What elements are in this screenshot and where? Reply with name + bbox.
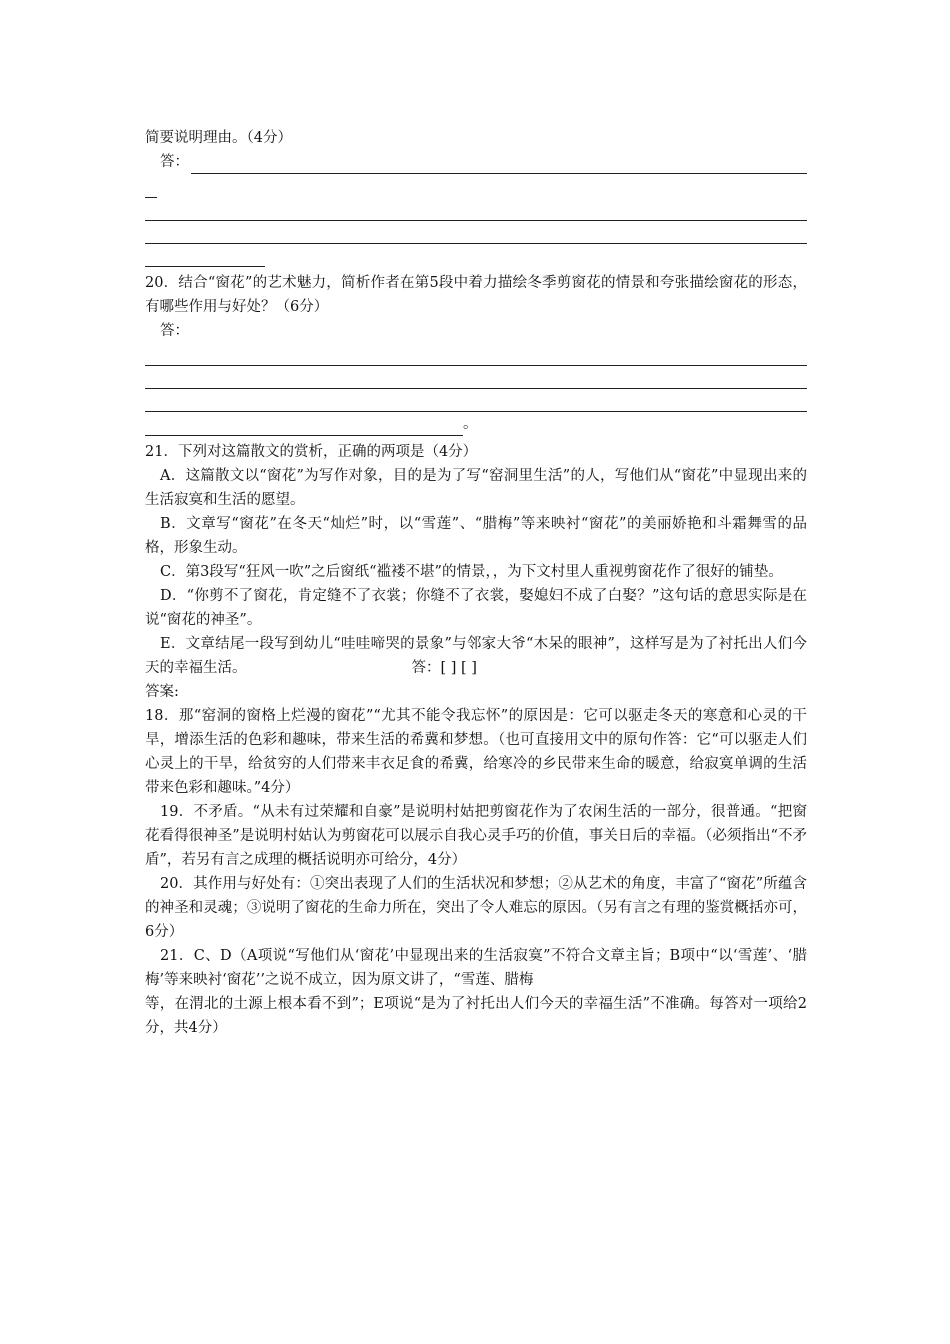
q19-dash <box>145 183 157 198</box>
q20-blank-line-3[interactable] <box>145 389 807 412</box>
q19-tail: 简要说明理由。（4分） <box>145 130 292 146</box>
q20-blank-line-1[interactable] <box>145 343 807 366</box>
q21-option-c: C．第3段写“狂风一吹”之后窗纸“褴褛不堪”的情景，，为下文村里人重视剪窗花作了很好的铺垫。 <box>160 564 783 580</box>
q21-option-d: D．“你剪不了窗花，肯定缝不了衣裳；你缝不了衣裳，娶媳妇不成了白娶？”这句话的意思实际是在说“窗花的神圣”。 <box>145 588 807 628</box>
answer-19: 19．不矛盾。“从未有过荣耀和自豪”是说明村姑把剪窗花作为了农闲生活的一部分，很普通。“把窗花看得很神圣”是说明村姑认为剪窗花可以展示自我心灵手巧的价值，事关日后的幸福。（必须指出“不矛盾”，若另有言之成理的概括说明亦可给分，4分） <box>145 804 807 868</box>
q20-blank-line-4[interactable] <box>145 417 463 436</box>
answer-21-part1: 21．C、D（A项说“写他们从‘窗花’中显现出来的生活寂寞”不符合文章主旨；B项中“以‘雪莲’、‘腊梅’等来映衬‘窗花’’之说不成立，因为原文讲了，“雪莲、腊梅 <box>145 948 807 988</box>
answer-21-part2: 等，在渭北的土源上根本看不到”；E项说“是为了衬托出人们今天的幸福生活”不准确。每答对一项给2分，共4分） <box>145 996 807 1036</box>
q19-blank-line-1[interactable] <box>145 198 807 221</box>
q19-answer-line[interactable] <box>145 150 807 174</box>
q20-answer-label: 答： <box>160 323 189 339</box>
q21-choice-answer[interactable]: 答：[ ] [ ] <box>411 660 477 676</box>
q20-question: 20．结合“窗花”的艺术魅力，简析作者在第5段中着力描绘冬季剪窗花的情景和夸张描绘窗花的形态，有哪些作用与好处？（6分） <box>145 275 807 315</box>
q19-answer-label: 答： <box>160 154 189 170</box>
q20-blank-line-2[interactable] <box>145 366 807 389</box>
q21-question: 21．下列对这篇散文的赏析，正确的两项是（4分） <box>145 444 478 460</box>
q19-blank-line-3[interactable] <box>145 244 265 267</box>
answer-20: 20．其作用与好处有：①突出表现了人们的生活状况和梦想；②从艺术的角度，丰富了“窗花”所蕴含的神圣和灵魂；③说明了窗花的生命力所在，突出了令人难忘的原因。（另有言之有理的鉴赏概括亦可，6分） <box>145 876 807 940</box>
q19-answer-continuation <box>145 174 807 198</box>
document-page <box>145 126 807 1040</box>
q20-end-mark: 。 <box>463 416 478 432</box>
q20-last-line <box>145 412 807 436</box>
q21-option-e-text: E．文章结尾一段写到幼儿“哇哇啼哭的景象”与邻家大爷“木呆的眼神”，这样写是为了衬托出人们今天的幸福生活。 <box>145 636 807 676</box>
q21-option-a: A．这篇散文以“窗花”为写作对象，目的是为了写“窑洞里生活”的人，写他们从“窗花”中显现出来的生活寂寞和生活的愿望。 <box>145 468 807 508</box>
q21-option-e <box>145 632 807 680</box>
answer-18: 18．那“窑洞的窗格上烂漫的窗花”“尤其不能令我忘怀”的原因是：它可以驱走冬天的寒意和心灵的干旱，增添生活的色彩和趣味，带来生活的希冀和梦想。（也可直接用文中的原句作答：它“可以驱走人们心灵上的干旱，给贫穷的人们带来丰衣足食的希冀，给寒冷的乡民带来生命的暖意，给寂寞单调的生活带来色彩和趣味。”4分） <box>145 708 807 796</box>
q21-option-b: B．文章写“窗花”在冬天“灿烂”时，以“雪莲”、“腊梅”等来映衬“窗花”的美丽娇艳和斗霜舞雪的品格，形象生动。 <box>145 516 807 556</box>
q19-answer-blank[interactable] <box>191 155 807 174</box>
q19-blank-line-2[interactable] <box>145 221 807 244</box>
answers-heading: 答案: <box>145 684 179 700</box>
